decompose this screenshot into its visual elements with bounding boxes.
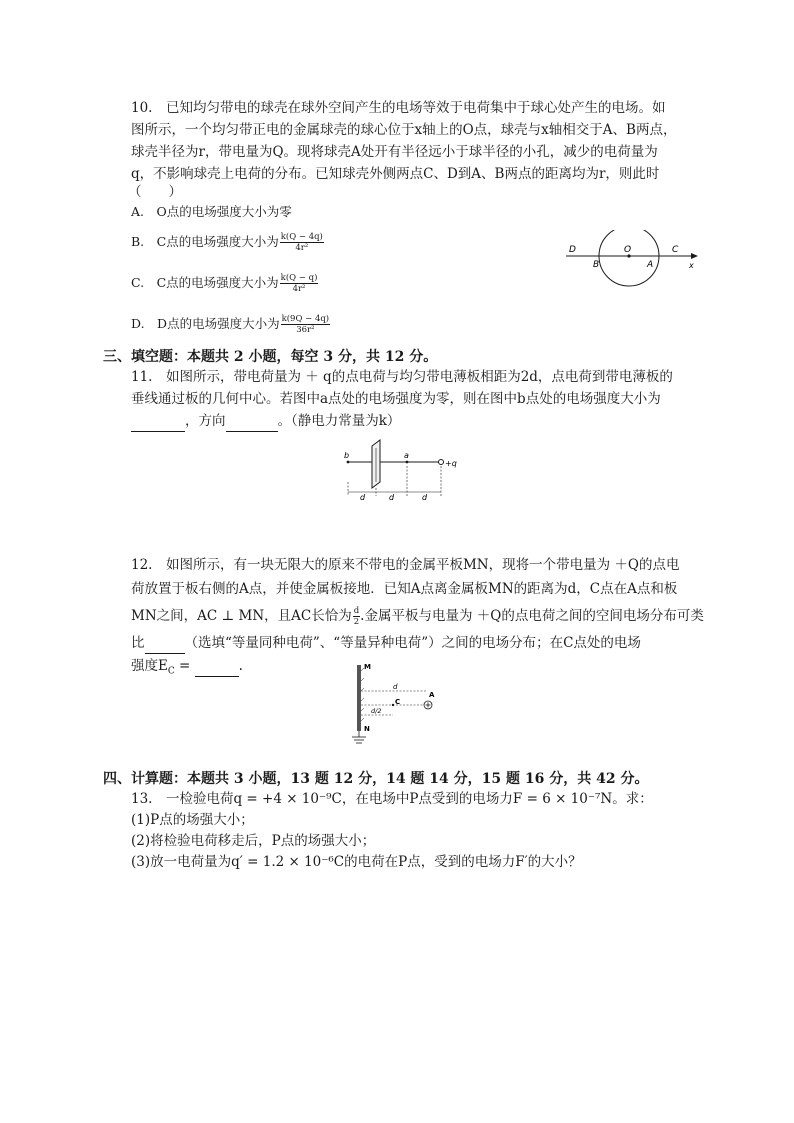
plate-hatch-5 — [361, 708, 364, 711]
q13-sub-3: (3)放一电荷量为q′ = 1.2 × 10⁻⁶C的电荷在P点，受到的电场力F′的大小？ — [131, 854, 582, 870]
q12-line-5 — [131, 656, 243, 682]
label-x: x — [689, 261, 694, 270]
x-axis-arrow-icon — [691, 253, 698, 259]
q10-option-b-fraction — [280, 232, 324, 253]
label-a: A — [647, 260, 654, 270]
q12-line-5-text-c: . — [238, 658, 243, 674]
label-a: a — [404, 451, 409, 460]
q10-line-4: q，不影响球壳上电荷的分布。已知球壳外侧两点C、D到A、B两点的距离均为r，则此时 — [131, 166, 660, 182]
q10-option-c-denominator: 4r² — [292, 284, 306, 294]
plate-hatch-2 — [361, 678, 364, 681]
q12-line-3-text-b: .金属平板与电量为 ＋Q的点电荷之间的空间电场分布可类 — [360, 608, 704, 624]
plate-hatch-4 — [361, 698, 364, 701]
q10-option-b-denominator: 4r² — [295, 243, 309, 253]
q12-line-3 — [131, 606, 704, 627]
point-b-dot — [347, 461, 350, 464]
label-n: N — [364, 725, 370, 733]
plate-hatch-3 — [361, 688, 364, 691]
q10-line-3: 球壳半径为r，带电量为Q。现将球壳A处开有半径远小于球半径的小孔，减少的电荷量为 — [131, 144, 658, 160]
q10-sphere-figure — [562, 230, 702, 290]
q12-line-5-text-b: = — [174, 658, 195, 674]
q10-line-2: 图所示，一个均匀带正电的金属球壳的球心位于x轴上的O点，球壳与x轴相交于A、B两点， — [131, 122, 677, 138]
label-c: C — [672, 245, 679, 255]
q12-line-4-text-b: （选填“等量同种电荷”、“等量异种电荷”）之间的电场分布；在C点处的电场 — [184, 635, 641, 651]
q10-option-c-text: C. C点的电场强度大小为 — [131, 275, 279, 290]
section-4-heading: 四、计算题：本题共 3 小题，13 题 12 分，14 题 14 分，15 题 16 分，共 42 分。 — [103, 771, 649, 787]
q12-fraction-denominator: 2 — [353, 617, 360, 627]
label-a: A — [429, 691, 435, 699]
q10-option-b — [131, 232, 324, 253]
label-b: B — [593, 260, 600, 270]
plate-hatch-6 — [361, 718, 364, 721]
q12-line-3-text-a: MN之间，AC ⊥ MN，且AC长恰为 — [131, 608, 352, 624]
point-c-dot — [392, 704, 394, 706]
point-a-dot — [406, 461, 409, 464]
q11-answer-blank-magnitude[interactable] — [131, 411, 185, 432]
q10-option-c-numerator: k(Q − q) — [280, 273, 318, 283]
q12-line-4-text-a: 比 — [131, 635, 145, 651]
q10-option-d — [131, 314, 330, 335]
q10-line-1: 10. 已知均匀带电的球壳在球外空间产生的电场等效于电荷集中于球心处产生的电场。如 — [131, 100, 666, 116]
q11-line-3-text-a: ，方向 — [185, 413, 226, 429]
q11-line-3-text-b: 。（静电力常量为k） — [277, 413, 401, 429]
label-c: C — [395, 698, 401, 706]
q11-line-2: 垂线通过板的几何中心。若图中a点处的电场强度为零，则在图中b点处的电场强度大小为 — [131, 391, 661, 407]
q11-line-3 — [131, 411, 400, 432]
q12-answer-blank-analogy[interactable] — [145, 633, 185, 654]
point-charge-circle — [439, 460, 444, 465]
label-d-2: d — [389, 493, 395, 502]
q13-line-1: 13. 一检验电荷q = +4 × 10⁻⁹C，在电场中P点受到的电场力F = 6 × 10⁻⁷N。求： — [131, 791, 653, 807]
q10-option-c — [131, 273, 318, 294]
q10-option-d-text: D. D点的电场强度大小为 — [131, 316, 280, 331]
q13-sub-1: (1)P点的场强大小； — [131, 812, 254, 828]
sphere-shell-circle — [599, 230, 659, 286]
label-d-3: d — [422, 493, 428, 502]
label-o: O — [624, 245, 632, 255]
q12-line-1: 12. 如图所示，有一块无限大的原来不带电的金属平板MN，现将一个带电量为 ＋Q的点电 — [131, 557, 680, 573]
q12-answer-blank-field[interactable] — [195, 656, 239, 677]
q10-option-d-denominator: 36r² — [296, 325, 315, 335]
q12-line-4 — [131, 633, 641, 654]
label-d-half: d/2 — [371, 707, 382, 715]
q10-option-b-numerator: k(Q − 4q) — [280, 232, 323, 242]
label-d-1: d — [360, 493, 366, 502]
q11-line-1: 11. 如图所示，带电荷量为 ＋ q的点电荷与均匀带电薄板相距为2d，点电荷到带电薄板的 — [131, 369, 673, 385]
q10-option-d-fraction — [281, 314, 331, 335]
q10-option-b-text: B. C点的电场强度大小为 — [131, 234, 279, 249]
q13-sub-2: (2)将检验电荷移走后，P点的场强大小； — [131, 833, 376, 849]
q11-answer-blank-direction[interactable] — [226, 411, 278, 432]
q12-fraction-numerator: d — [353, 606, 360, 616]
metal-plate-mn — [357, 665, 361, 731]
q12-subscript-c: C — [167, 666, 175, 677]
label-b: b — [344, 451, 350, 460]
label-d: D — [569, 245, 576, 255]
q12-line-5-text-a: 强度E — [131, 658, 168, 674]
label-d: d — [393, 683, 398, 691]
q12-line-2: 荷放置于板右侧的A点，并使金属板接地．已知A点离金属板MN的距离为d，C点在A点和板 — [131, 581, 678, 597]
label-plus-q: +q — [445, 459, 457, 468]
q10-line-5: （ ） — [128, 184, 182, 200]
section-3-heading: 三、填空题：本题共 2 小题，每空 3 分，共 12 分。 — [103, 349, 438, 365]
label-m: M — [364, 663, 371, 671]
q10-option-a: A. O点的电场强度大小为零 — [131, 204, 292, 219]
q10-option-d-numerator: k(9Q − 4q) — [281, 314, 330, 324]
q10-option-c-fraction — [280, 273, 319, 294]
q11-plate-figure — [340, 438, 470, 502]
q12-metal-plate-figure — [338, 661, 448, 747]
